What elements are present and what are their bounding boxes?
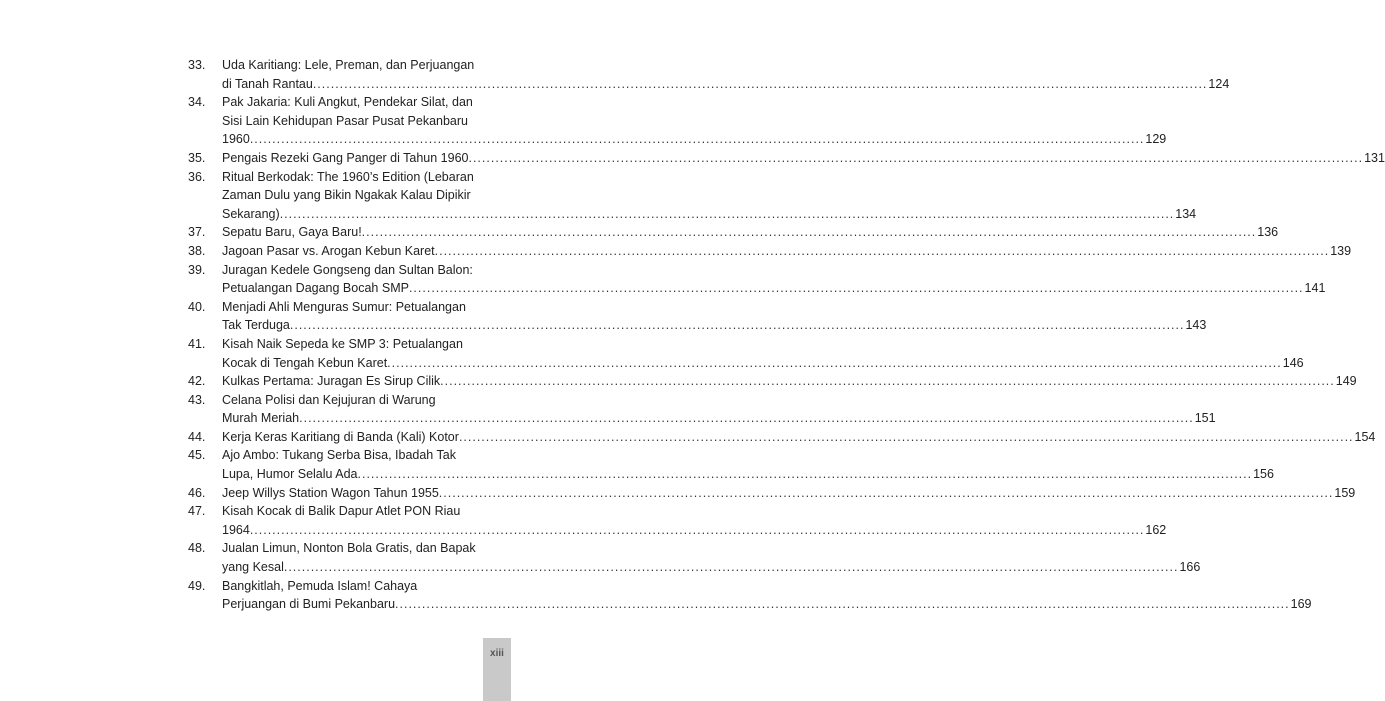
- toc-entry-number: 43.: [188, 392, 206, 407]
- toc-entry-title: [222, 577, 1312, 614]
- toc-entry: [188, 149, 1385, 168]
- dot-leader: ........................................................................................................................................................................................................: [357, 467, 1253, 482]
- toc-title-line: Celana Polisi dan Kejujuran di Warung: [222, 392, 436, 407]
- toc-page-number: 131: [1364, 150, 1385, 165]
- toc-entry-title: [222, 391, 1216, 428]
- toc-title-last-line: [222, 354, 1304, 373]
- toc-entry-number: 35.: [188, 150, 206, 165]
- toc-title-last-line: [222, 130, 1167, 149]
- toc-title-line: Petualangan Dagang Bocah SMP: [222, 281, 409, 296]
- toc-entry-number: 34.: [188, 95, 206, 110]
- toc-title-line: Menjadi Ahli Menguras Sumur: Petualangan: [222, 299, 466, 314]
- toc-title-line: yang Kesal: [222, 560, 284, 575]
- toc-title-line: Pak Jakaria: Kuli Angkut, Pendekar Silat, dan: [222, 95, 473, 110]
- toc-entry-number: 37.: [188, 225, 206, 240]
- toc-entry-title: [222, 56, 1230, 93]
- toc-page-number: 146: [1282, 355, 1304, 370]
- toc-entry-title: [222, 168, 1197, 224]
- toc-title-last-line: [222, 428, 1376, 447]
- dot-leader: ........................................................................................................................................................................................................: [283, 560, 1179, 575]
- toc-title-line: Kulkas Pertama: Juragan Es Sirup Cilik: [222, 374, 441, 389]
- toc-entry-number: 45.: [188, 448, 206, 463]
- toc-title-last-line: [222, 75, 1230, 94]
- dot-leader: ........................................................................................................................................................................................................: [468, 150, 1364, 165]
- toc-entry-title: [222, 428, 1376, 447]
- toc-title-last-line: [222, 149, 1385, 168]
- dot-leader: ........................................................................................................................................................................................................: [312, 76, 1208, 91]
- toc-entry-title: [222, 539, 1201, 576]
- dot-leader: ........................................................................................................................................................................................................: [289, 318, 1185, 333]
- toc-entry-title: [222, 242, 1352, 261]
- toc-page-number: 162: [1145, 522, 1167, 537]
- toc-entry-title: [222, 261, 1326, 298]
- table-of-contents: [188, 56, 1385, 614]
- toc-entry: [188, 335, 1304, 372]
- dot-leader: ........................................................................................................................................................................................................: [299, 411, 1194, 426]
- toc-entry: [188, 502, 1167, 539]
- toc-page-number: 139: [1330, 243, 1352, 258]
- toc-title-line: Jagoan Pasar vs. Arogan Kebun Karet: [222, 243, 435, 258]
- toc-entry-number: 39.: [188, 262, 206, 277]
- dot-leader: ........................................................................................................................................................................................................: [387, 355, 1282, 370]
- toc-entry: [188, 261, 1326, 298]
- toc-entry-title: [222, 446, 1274, 483]
- dot-leader: ........................................................................................................................................................................................................: [249, 132, 1145, 147]
- toc-entry-number: 38.: [188, 243, 206, 258]
- toc-entry: [188, 446, 1274, 483]
- toc-page-number: 136: [1257, 225, 1279, 240]
- dot-leader: ........................................................................................................................................................................................................: [438, 485, 1334, 500]
- toc-entry-number: 46.: [188, 485, 206, 500]
- toc-entry-number: 48.: [188, 541, 206, 556]
- toc-entry-title: [222, 335, 1304, 372]
- toc-title-line: Perjuangan di Bumi Pekanbaru: [222, 597, 396, 612]
- toc-entry: [188, 372, 1357, 391]
- toc-entry: [188, 242, 1352, 261]
- toc-title-line: Sekarang): [222, 206, 280, 221]
- toc-title-last-line: [222, 521, 1167, 540]
- toc-entry-title: [222, 223, 1279, 242]
- toc-title-last-line: [222, 242, 1352, 261]
- toc-title-last-line: [222, 223, 1279, 242]
- toc-entry: [188, 391, 1216, 428]
- toc-entry-number: 42.: [188, 374, 206, 389]
- toc-entry-title: [222, 149, 1385, 168]
- toc-entry: [188, 484, 1356, 503]
- toc-page-number: 151: [1194, 411, 1216, 426]
- toc-title-line: Jualan Limun, Nonton Bola Gratis, dan Bapak: [222, 541, 476, 556]
- toc-title-last-line: [222, 484, 1356, 503]
- toc-entry-title: [222, 93, 1167, 149]
- toc-page-number: 129: [1145, 132, 1167, 147]
- toc-entry-title: [222, 372, 1357, 391]
- dot-leader: ........................................................................................................................................................................................................: [279, 206, 1175, 221]
- toc-entry: [188, 56, 1230, 93]
- toc-title-line: Kocak di Tengah Kebun Karet: [222, 355, 388, 370]
- toc-title-line: Tak Terduga: [222, 318, 290, 333]
- toc-page-number: 169: [1290, 597, 1312, 612]
- toc-title-last-line: [222, 205, 1197, 224]
- toc-title-line: Pengais Rezeki Gang Panger di Tahun 1960: [222, 150, 469, 165]
- toc-title-last-line: [222, 316, 1207, 335]
- dot-leader: ........................................................................................................................................................................................................: [395, 597, 1290, 612]
- dot-leader: ........................................................................................................................................................................................................: [440, 374, 1335, 389]
- toc-entry-number: 33.: [188, 58, 206, 72]
- toc-title-line: Kisah Naik Sepeda ke SMP 3: Petualangan: [222, 336, 463, 351]
- toc-entry-title: [222, 298, 1207, 335]
- toc-title-line: Uda Karitiang: Lele, Preman, dan Perjuangan: [222, 58, 475, 72]
- toc-entry: [188, 539, 1201, 576]
- toc-title-last-line: [222, 409, 1216, 428]
- toc-entry-number: 36.: [188, 169, 206, 184]
- page-number-tab: [483, 638, 511, 701]
- dot-leader: ........................................................................................................................................................................................................: [458, 429, 1354, 444]
- toc-page-number: 159: [1334, 485, 1356, 500]
- toc-title-line: di Tanah Rantau: [222, 76, 313, 91]
- dot-leader: ........................................................................................................................................................................................................: [434, 243, 1330, 258]
- toc-page-number: 154: [1354, 429, 1376, 444]
- toc-entry-number: 41.: [188, 336, 206, 351]
- toc-entry-title: [222, 502, 1167, 539]
- toc-entry-number: 49.: [188, 578, 206, 593]
- toc-title-line: Zaman Dulu yang Bikin Ngakak Kalau Dipikir: [222, 188, 471, 203]
- toc-entry: [188, 428, 1376, 447]
- toc-title-line: Kerja Keras Karitiang di Banda (Kali) Kotor: [222, 429, 459, 444]
- toc-title-line: Kisah Kocak di Balik Dapur Atlet PON Riau: [222, 504, 461, 519]
- toc-entry: [188, 93, 1167, 149]
- page-number: xiii: [490, 648, 504, 659]
- toc-title-line: Bangkitlah, Pemuda Islam! Cahaya: [222, 578, 418, 593]
- toc-entry: [188, 168, 1197, 224]
- toc-page-number: 166: [1179, 560, 1201, 575]
- toc-title-line: Jeep Willys Station Wagon Tahun 1955: [222, 485, 439, 500]
- toc-entry: [188, 577, 1312, 614]
- toc-page-number: 149: [1335, 374, 1357, 389]
- toc-title-line: 1960: [222, 132, 250, 147]
- toc-title-line: 1964: [222, 522, 250, 537]
- toc-page-number: 143: [1185, 318, 1207, 333]
- toc-entry: [188, 223, 1279, 242]
- toc-page-number: 156: [1253, 467, 1274, 482]
- toc-title-line: Murah Meriah: [222, 411, 300, 426]
- dot-leader: ........................................................................................................................................................................................................: [408, 281, 1304, 296]
- toc-entry-number: 44.: [188, 429, 206, 444]
- toc-title-last-line: [222, 279, 1326, 298]
- toc-title-last-line: [222, 465, 1274, 484]
- toc-title-line: Sepatu Baru, Gaya Baru!: [222, 225, 362, 240]
- toc-page-number: 141: [1304, 281, 1326, 296]
- dot-leader: ........................................................................................................................................................................................................: [361, 225, 1257, 240]
- toc-page-number: 124: [1208, 76, 1230, 91]
- toc-title-last-line: [222, 558, 1201, 577]
- toc-entry-number: 40.: [188, 299, 206, 314]
- dot-leader: ........................................................................................................................................................................................................: [249, 522, 1145, 537]
- toc-title-last-line: [222, 595, 1312, 614]
- toc-title-line: Ritual Berkodak: The 1960’s Edition (Lebaran: [222, 169, 474, 184]
- toc-title-line: Sisi Lain Kehidupan Pasar Pusat Pekanbaru: [222, 113, 468, 128]
- toc-title-line: Ajo Ambo: Tukang Serba Bisa, Ibadah Tak: [222, 448, 456, 463]
- toc-page-number: 134: [1175, 206, 1197, 221]
- toc-title-line: Juragan Kedele Gongseng dan Sultan Balon:: [222, 262, 473, 277]
- toc-title-last-line: [222, 372, 1357, 391]
- toc-entry-title: [222, 484, 1356, 503]
- toc-title-line: Lupa, Humor Selalu Ada: [222, 467, 358, 482]
- toc-entry-number: 47.: [188, 504, 206, 519]
- toc-entry: [188, 298, 1207, 335]
